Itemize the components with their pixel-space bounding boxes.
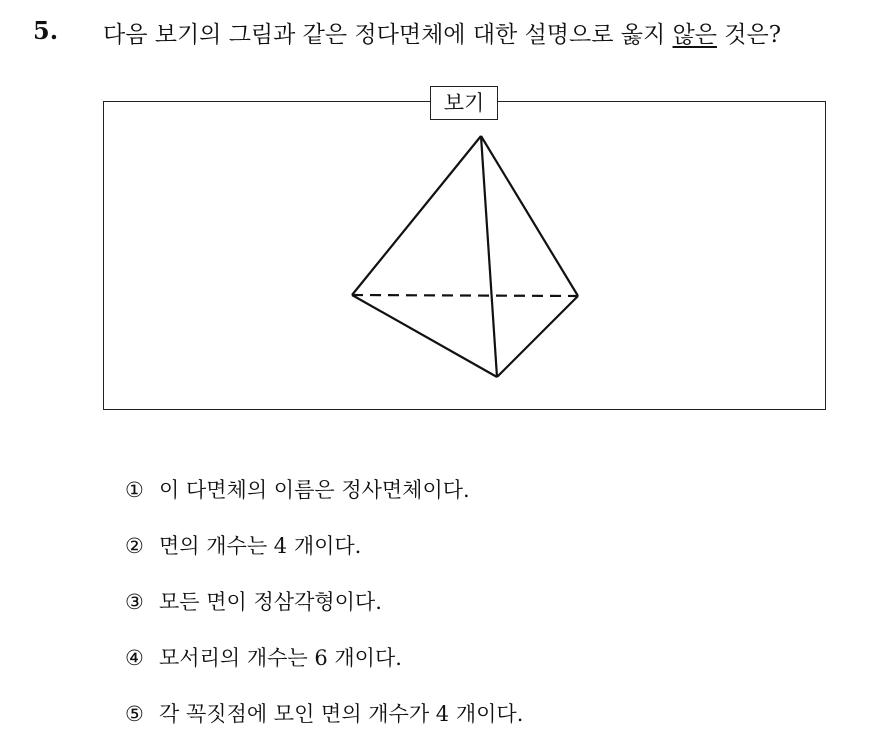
question-text-underlined: 않은 [672,22,717,48]
choice-item[interactable] [125,642,523,698]
choice-text: 모든 면이 정삼각형이다. [159,590,382,614]
tetrahedron-edge-apex-left [352,136,481,295]
question-text-after: 것은? [716,22,782,48]
choice-text: 모서리의 개수는 6 개이다. [159,646,402,670]
choice-mark: ① [125,478,144,502]
choice-list [125,474,523,754]
choice-item[interactable] [125,698,523,754]
choice-item[interactable] [125,586,523,642]
question-text-before: 다음 보기의 그림과 같은 정다면체에 대한 설명으로 옳지 [103,22,673,48]
question-number: 5. [33,16,59,45]
tetrahedron-edge-right-front [497,296,578,377]
tetrahedron-edge-apex-right [481,136,578,296]
choice-mark: ⑤ [125,702,144,726]
choice-text: 각 꼭짓점에 모인 면의 개수가 4 개이다. [159,702,524,726]
tetrahedron-edge-left-front [352,295,497,377]
choice-text: 이 다면체의 이름은 정사면체이다. [159,478,470,502]
choice-mark: ② [125,534,144,558]
choice-item[interactable] [125,474,523,530]
example-label: 보기 [430,86,498,120]
choice-item[interactable] [125,530,523,586]
tetrahedron-hidden-edge [352,295,578,296]
tetrahedron-figure [340,125,590,385]
tetrahedron-edge-apex-front [481,136,497,377]
choice-text: 면의 개수는 4 개이다. [159,534,362,558]
choice-mark: ③ [125,590,144,614]
question-text [103,16,781,49]
choice-mark: ④ [125,646,144,670]
